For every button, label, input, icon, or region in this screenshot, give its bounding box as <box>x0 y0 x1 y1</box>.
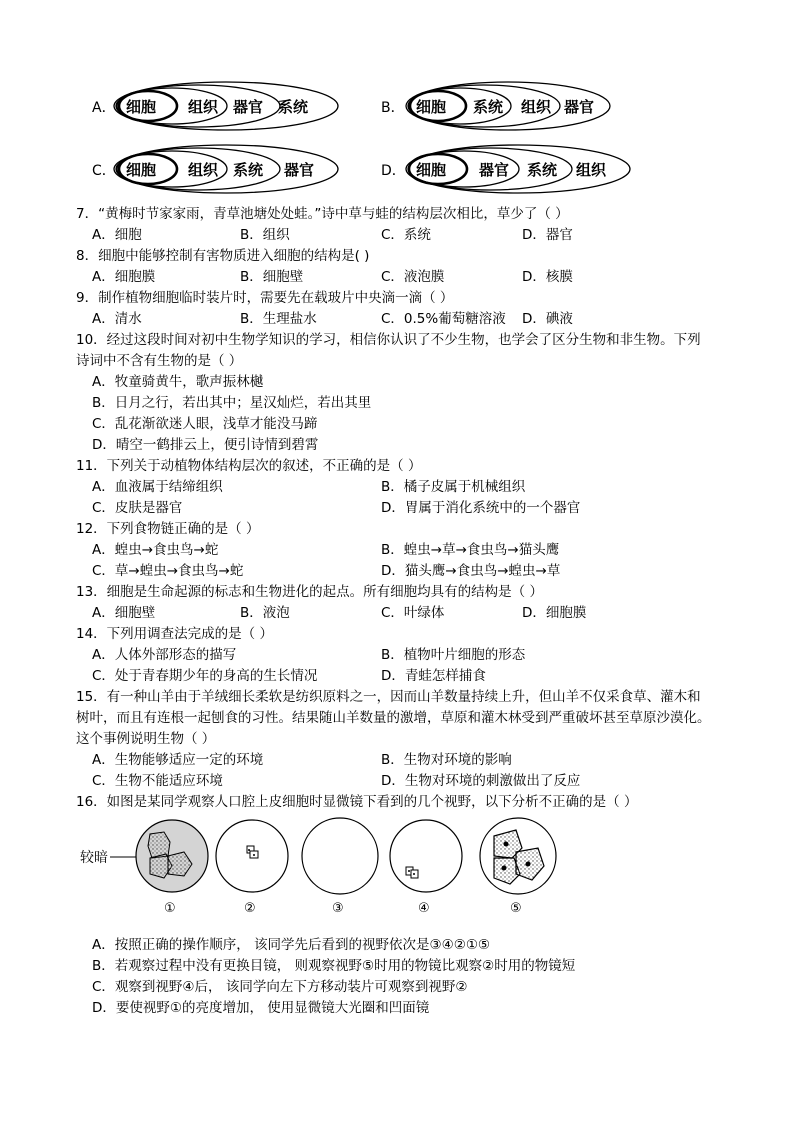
q11-option-b: B．橘子皮属于机械组织 <box>381 479 526 495</box>
q13-option-b: B．液泡 <box>240 605 290 621</box>
q9-option-b: B．生理盐水 <box>240 311 317 327</box>
field-of-view-5 <box>480 818 556 894</box>
q6-b-label-3: 组织 <box>521 98 552 116</box>
field-4-number: ④ <box>418 901 430 916</box>
q12-stem: 12．下列食物链正确的是（ ） <box>76 521 260 537</box>
q6-option-c-letter: C． <box>92 163 116 179</box>
q6-d-label-4: 组织 <box>576 161 607 179</box>
q9-stem: 9．制作植物细胞临时装片时，需要先在载玻片中央滴一滴（ ） <box>76 290 454 306</box>
q15-option-a: A．生物能够适应一定的环境 <box>92 752 264 768</box>
q10-option-d: D．晴空一鹤排云上，便引诗情到碧霄 <box>92 437 319 453</box>
q8-option-a: A．细胞膜 <box>92 269 156 285</box>
q7-option-c: C．系统 <box>381 227 431 243</box>
q9-option-c: C．0.5%葡萄糖溶液 <box>381 311 506 327</box>
field-2-number: ② <box>244 901 256 916</box>
q12-option-c: C．草→蝗虫→食虫鸟→蛇 <box>92 563 244 579</box>
q6-a-label-4: 系统 <box>278 98 309 116</box>
q6-b-label-1: 细胞 <box>416 98 447 116</box>
q15-stem-line1: 15．有一种山羊由于羊绒细长柔软是纺织原料之一，因而山羊数量持续上升，但山羊不仅采食草、灌木和 <box>76 689 701 705</box>
q6-b-label-2: 系统 <box>473 98 504 116</box>
q6-option-d-letter: D． <box>381 163 406 179</box>
q6-c-label-1: 细胞 <box>126 161 157 179</box>
q6-b-label-4: 器官 <box>564 98 595 116</box>
field-3-number: ③ <box>332 901 344 916</box>
q10-option-c: C．乱花渐欲迷人眼，浅草才能没马蹄 <box>92 416 318 432</box>
q13-option-d: D．细胞膜 <box>522 605 587 621</box>
q6-option-b-diagram <box>404 80 612 132</box>
q16-option-d: D．要使视野①的亮度增加， 使用显微镜大光圈和凹面镜 <box>92 1000 430 1016</box>
q16-stem: 16．如图是某同学观察人口腔上皮细胞时显微镜下看到的几个视野，以下分析不正确的是（ ） <box>76 794 638 810</box>
q10-stem-line1: 10．经过这段时间对初中生物学知识的学习，相信你认识了不少生物，也学会了区分生物和非生物。下列 <box>76 332 701 348</box>
q7-option-a: A．细胞 <box>92 227 142 243</box>
q8-option-c: C．液泡膜 <box>381 269 445 285</box>
q9-option-d: D．碘液 <box>522 311 573 327</box>
q12-option-d: D．猫头鹰→食虫鸟→蝗虫→草 <box>381 563 561 579</box>
q11-stem: 11．下列关于动植物体结构层次的叙述，不正确的是（ ） <box>76 458 422 474</box>
q6-a-label-1: 细胞 <box>126 98 157 116</box>
q14-option-b: B．植物叶片细胞的形态 <box>381 647 526 663</box>
q15-option-c: C．生物不能适应环境 <box>92 773 223 789</box>
q14-stem: 14．下列用调查法完成的是（ ） <box>76 626 273 642</box>
q12-option-b: B．蝗虫→草→食虫鸟→猫头鹰 <box>381 542 560 558</box>
field-of-view-2 <box>216 820 288 892</box>
q15-option-d: D．生物对环境的刺激做出了反应 <box>381 773 581 789</box>
q10-option-a: A．牧童骑黄牛，歌声振林樾 <box>92 374 264 390</box>
q15-stem-line2: 树叶，而且有连根一起刨食的习性。结果随山羊数量的激增，草原和灌木林受到严重破坏甚至草原沙漠化。 <box>76 710 711 726</box>
q16-dim-label: 较暗 <box>80 850 108 866</box>
q6-a-label-2: 组织 <box>188 98 219 116</box>
q11-option-a: A．血液属于结缔组织 <box>92 479 223 495</box>
q6-c-label-4: 器官 <box>284 161 315 179</box>
q12-option-a: A．蝗虫→食虫鸟→蛇 <box>92 542 219 558</box>
q6-c-label-3: 系统 <box>233 161 264 179</box>
q9-option-a: A．清水 <box>92 311 142 327</box>
q13-option-c: C．叶绿体 <box>381 605 445 621</box>
q14-option-d: D．青蛙怎样捕食 <box>381 668 486 684</box>
q16-microscope-figure <box>80 812 560 922</box>
field-5-number: ⑤ <box>510 901 522 916</box>
field-of-view-1 <box>136 820 208 892</box>
q14-option-a: A．人体外部形态的描写 <box>92 647 237 663</box>
q13-option-a: A．细胞壁 <box>92 605 156 621</box>
q8-option-b: B．细胞壁 <box>240 269 304 285</box>
q6-d-label-2: 器官 <box>479 161 510 179</box>
q6-option-b-letter: B． <box>381 100 405 116</box>
q13-stem: 13．细胞是生命起源的标志和生物进化的起点。所有细胞均具有的结构是（ ） <box>76 584 543 600</box>
q6-d-label-3: 系统 <box>527 161 558 179</box>
field-of-view-4 <box>390 820 462 892</box>
q6-option-a-letter: A． <box>92 100 116 116</box>
q15-option-b: B．生物对环境的影响 <box>381 752 512 768</box>
q8-option-d: D．核膜 <box>522 269 573 285</box>
q7-option-b: B．组织 <box>240 227 290 243</box>
q6-option-c-diagram <box>112 143 340 195</box>
q15-stem-line3: 这个事例说明生物（ ） <box>76 731 216 747</box>
q16-option-a: A．按照正确的操作顺序， 该同学先后看到的视野依次是③④②①⑤ <box>92 937 491 953</box>
q8-stem: 8．细胞中能够控制有害物质进入细胞的结构是( ) <box>76 248 370 264</box>
q6-a-label-3: 器官 <box>233 98 264 116</box>
q6-option-d-diagram <box>404 143 632 195</box>
q7-option-d: D．器官 <box>522 227 573 243</box>
q6-option-a-diagram <box>112 80 340 132</box>
q10-stem-line2: 诗词中不含有生物的是（ ） <box>76 353 243 369</box>
field-1-number: ① <box>164 901 176 916</box>
q16-option-b: B．若观察过程中没有更换目镜， 则观察视野⑤时用的物镜比观察②时用的物镜短 <box>92 958 576 974</box>
q11-option-c: C．皮肤是器官 <box>92 500 183 516</box>
q16-option-c: C．观察到视野④后， 该同学向左下方移动装片可观察到视野② <box>92 979 468 995</box>
field-of-view-3 <box>302 818 378 894</box>
q14-option-c: C．处于青春期少年的身高的生长情况 <box>92 668 318 684</box>
q10-option-b: B．日月之行，若出其中；星汉灿烂，若出其里 <box>92 395 372 411</box>
q6-d-label-1: 细胞 <box>416 161 447 179</box>
q6-c-label-2: 组织 <box>188 161 219 179</box>
q11-option-d: D．胃属于消化系统中的一个器官 <box>381 500 581 516</box>
q7-stem: 7．“黄梅时节家家雨，青草池塘处处蛙。”诗中草与蛙的结构层次相比，草少了（ ） <box>76 206 569 222</box>
